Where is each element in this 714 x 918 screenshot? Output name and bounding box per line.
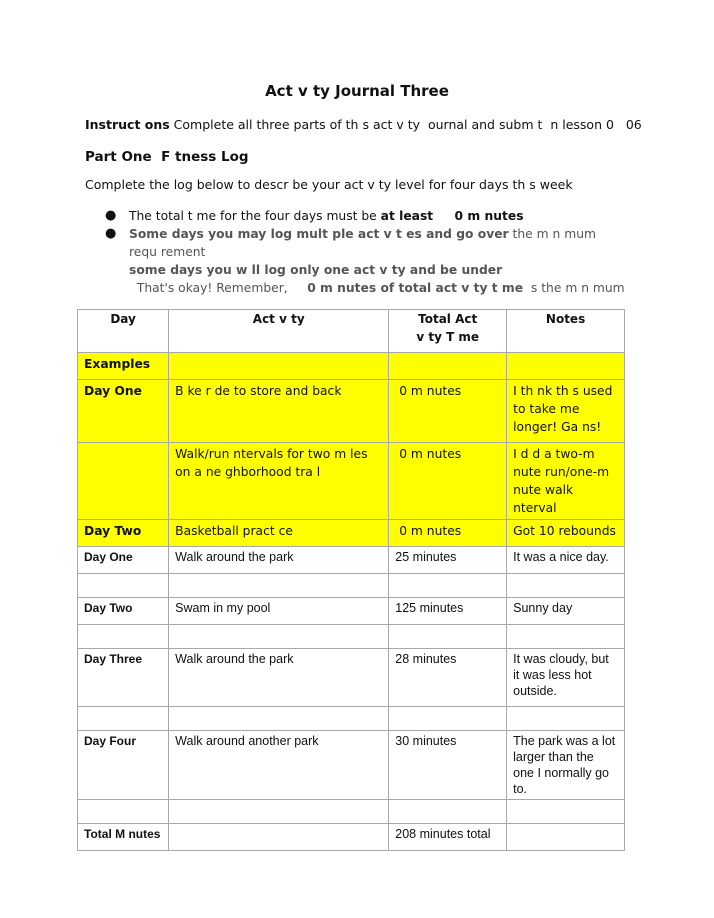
- requirement-item-1: ● The total t me for the four days must be at least 0 m nutes: [105, 208, 524, 223]
- example-time: 0 m nutes: [389, 380, 507, 443]
- fitness-log-table: [77, 309, 625, 851]
- header-notes: Notes: [507, 310, 625, 353]
- table-row-empty: [78, 800, 625, 824]
- example-activity: Walk/run ntervals for two m les on a ne ghborhood tra l: [169, 443, 389, 520]
- row-activity: Swam in my pool: [169, 598, 389, 625]
- row-day: Day Four: [78, 731, 169, 800]
- requirements-list: [105, 207, 625, 297]
- example-activity: B ke r de to store and back: [169, 380, 389, 443]
- row-day: Day Three: [78, 649, 169, 707]
- row-activity: Walk around the park: [169, 547, 389, 574]
- example-day: Day One: [78, 380, 169, 443]
- row-time: 28 minutes: [389, 649, 507, 707]
- bullet-icon: ●: [105, 226, 117, 241]
- part-one-heading: Part One F tness Log: [85, 149, 249, 165]
- example-time: 0 m nutes: [389, 520, 507, 547]
- instructions-line: [85, 117, 642, 132]
- bullet-icon: ●: [105, 208, 117, 223]
- example-day: [78, 443, 169, 520]
- example-notes: Got 10 rebounds: [507, 520, 625, 547]
- row-day: Day One: [78, 547, 169, 574]
- row-time: 30 minutes: [389, 731, 507, 800]
- example-row: [78, 380, 625, 443]
- total-row: [78, 824, 625, 851]
- row-notes: The park was a lot larger than the one I normally go to.: [507, 731, 625, 800]
- requirement-item-2: ● Some days you may log mult ple act v t es and go over the m n mum requ rement some days you w ll log only one act v ty and be under That's okay! Remember, 0 m nutes of total act v ty t me s the m n mum: [105, 226, 625, 295]
- examples-label-row: [78, 353, 625, 380]
- row-notes: Sunny day: [507, 598, 625, 625]
- example-notes: I d d a two-m nute run/one-m nute walk nterval: [507, 443, 625, 520]
- instructions-label: Instruct ons: [85, 117, 170, 132]
- row-time: 25 minutes: [389, 547, 507, 574]
- instructions-text: Complete all three parts of th s act v ty ournal and subm t n lesson 0 06: [169, 117, 642, 132]
- row-time: 125 minutes: [389, 598, 507, 625]
- table-row: [78, 598, 625, 625]
- table-row-empty: [78, 574, 625, 598]
- header-total-time: Total Act v ty T me: [389, 310, 507, 353]
- table-row: [78, 547, 625, 574]
- row-notes: It was a nice day.: [507, 547, 625, 574]
- header-day: Day: [78, 310, 169, 353]
- table-header-row: [78, 310, 625, 353]
- example-time: 0 m nutes: [389, 443, 507, 520]
- table-row-empty: [78, 707, 625, 731]
- document-title: Act v ty Journal Three: [265, 82, 449, 100]
- row-activity: Walk around another park: [169, 731, 389, 800]
- row-notes: It was cloudy, but it was less hot outside.: [507, 649, 625, 707]
- examples-label: Examples: [78, 353, 169, 380]
- part-one-description: Complete the log below to descr be your act v ty level for four days th s week: [85, 177, 573, 192]
- table-row: [78, 649, 625, 707]
- row-activity: Walk around the park: [169, 649, 389, 707]
- example-row: [78, 443, 625, 520]
- example-row: [78, 520, 625, 547]
- example-notes: I th nk th s used to take me longer! Ga ns!: [507, 380, 625, 443]
- header-activity: Act v ty: [169, 310, 389, 353]
- total-label: Total M nutes: [78, 824, 169, 851]
- table-row-empty: [78, 625, 625, 649]
- row-day: Day Two: [78, 598, 169, 625]
- example-activity: Basketball pract ce: [169, 520, 389, 547]
- table-row: [78, 731, 625, 800]
- example-day: Day Two: [78, 520, 169, 547]
- total-value: 208 minutes total: [389, 824, 507, 851]
